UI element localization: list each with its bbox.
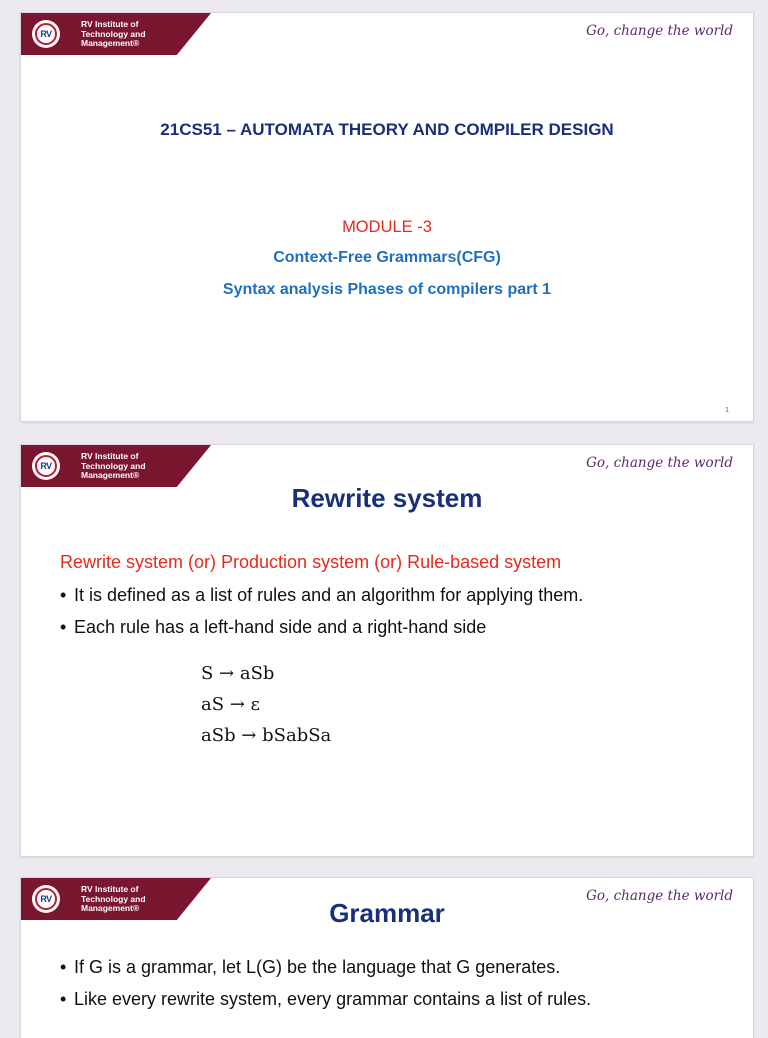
bullet-text: Each rule has a left-hand side and a right-hand side [74,617,487,637]
tagline: Go, change the world [586,888,733,904]
institute-line-3: Management® [81,470,140,480]
institute-line-3: Management® [81,903,140,913]
subtitle-cfg: Context-Free Grammars(CFG) [273,249,501,266]
course-title: 21CS51 – AUTOMATA THEORY AND COMPILER DESIGN [160,120,614,139]
bullet-dot-icon: • [60,989,67,1009]
bullet-text: It is defined as a list of rules and an algorithm for applying them. [74,585,584,605]
module-label: MODULE -3 [342,218,432,236]
institute-name [81,20,146,49]
slide-1 [20,12,754,422]
institute-line-2: Technology and [81,893,146,904]
institute-line-1: RV Institute of [81,884,139,894]
bullet-dot-icon: • [60,585,67,605]
institute-line-3: Management® [81,38,140,48]
rewrite-rules [201,658,331,751]
bullet-item [60,585,583,606]
rv-logo-mark: RV [35,455,57,477]
rv-logo-mark: RV [35,23,57,45]
rv-logo-mark: RV [35,888,57,910]
bullet-text: If G is a grammar, let L(G) be the language that G generates. [74,957,561,977]
page-number: 1 [725,407,729,414]
slide-2 [20,444,754,857]
bullet-text: Like every rewrite system, every grammar contains a list of rules. [74,989,592,1009]
tagline: Go, change the world [586,455,733,471]
tagline: Go, change the world [586,23,733,39]
institute-name [81,452,146,481]
bullet-item [60,617,486,638]
institute-line-1: RV Institute of [81,19,139,29]
rv-logo-icon [32,452,60,480]
institute-line-2: Technology and [81,28,146,39]
rule-2: aS → ε [201,694,260,715]
bullet-item [60,989,591,1010]
rv-logo-icon [32,20,60,48]
definition-line: Rewrite system (or) Production system (or) Rule-based system [60,552,562,572]
institute-line-2: Technology and [81,460,146,471]
rule-3: aSb → bSabSa [201,725,332,746]
slide-heading: Rewrite system [291,483,483,513]
slide-3 [20,877,754,1038]
rule-1: S → aSb [201,663,275,684]
bullet-dot-icon: • [60,617,67,637]
institute-line-1: RV Institute of [81,451,139,461]
slide-heading: Grammar [329,898,445,928]
bullet-dot-icon: • [60,957,67,977]
bullet-item [60,957,560,978]
subtitle-syntax-analysis: Syntax analysis Phases of compilers part 1 [222,281,552,298]
